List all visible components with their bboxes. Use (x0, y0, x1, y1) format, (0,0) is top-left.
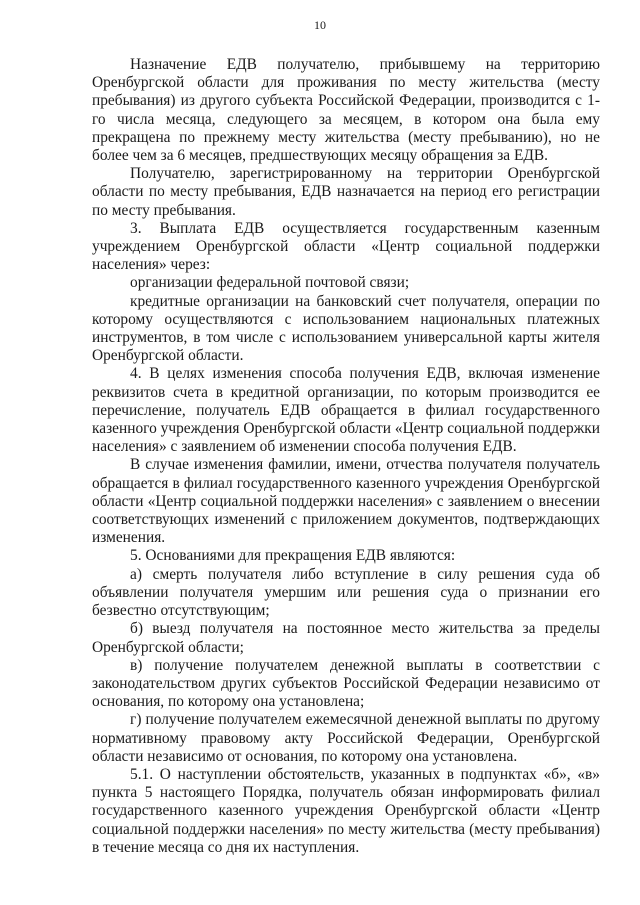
paragraph-credit-organizations: кредитные организации на банковский счет получателя, операции по которому осуществляются с использованием национальных платежных инструментов, в том числе с использованием универсальной карты жителя Оренбургской области. (92, 292, 600, 365)
paragraph-termination-b: б) выезд получателя на постоянное место жительства за пределы Оренбургской области; (92, 620, 600, 656)
paragraph-termination-d: г) получение получателем ежемесячной денежной выплаты по другому нормативному правовому акту Российской Федерации, Оренбургской области независимо от основания, по которому она установлена. (92, 711, 600, 765)
paragraph-section-5-termination: 5. Основаниями для прекращения ЕДВ являются: (130, 547, 456, 565)
paragraph-section-4-change-method: 4. В целях изменения способа получения ЕДВ, включая изменение реквизитов счета в кредитной организации, по которым производится ее перечисление, получатель ЕДВ обращается в филиал государственного казенного учреждения Оренбургской области «Центр социальной поддержки населения» с заявлением об изменении способа получения ЕДВ. (92, 365, 600, 456)
paragraph-section-3-payment: 3. Выплата ЕДВ осуществляется государственным казенным учреждением Оренбургской области «Центр социальной поддержки населения» через: (92, 219, 600, 274)
paragraph-name-change: В случае изменения фамилии, имени, отчества получателя получатель обращается в филиал государственного казенного учреждения Оренбургской области «Центр социальной поддержки населения» с заявлением о внесении соответствующих изменений с приложением документов, подтверждающих изменения. (92, 456, 600, 547)
page-number: 10 (314, 18, 326, 32)
paragraph-termination-a: а) смерть получателя либо вступление в силу решения суда об объявлении получателя умершим или решения суда о признании его безвестно отсутствующим; (92, 565, 600, 620)
paragraph-termination-c: в) получение получателем денежной выплаты в соответствии с законодательством других субъектов Российской Федерации независимо от основания, по которому она установлена; (92, 656, 600, 711)
paragraph-postal-organizations: организации федеральной почтовой связи; (130, 274, 410, 292)
paragraph-section-5-1-notification: 5.1. О наступлении обстоятельств, указанных в подпунктах «б», «в» пункта 5 настоящего Порядка, получатель обязан информировать филиал государственного казенного учреждения Оренбургской области «Центр социальной поддержки населения» по месту жительства (месту пребывания) в течение месяца со дня их наступления. (92, 765, 600, 856)
document-body (92, 56, 600, 857)
paragraph-edv-assignment-new-arrival: Назначение ЕДВ получателю, прибывшему на территорию Оренбургской области для проживания по месту жительства (месту пребывания) из другого субъекта Российской Федерации, производится с 1-го числа месяца, следующего за месяцем, в котором она была ему прекращена по прежнему месту жительства (месту пребыванию), но не более чем за 6 месяцев, предшествующих месяцу обращения за ЕДВ. (92, 56, 600, 165)
paragraph-edv-temporary-registration: Получателю, зарегистрированному на территории Оренбургской области по месту пребывания, ЕДВ назначается на период его регистрации по месту пребывания. (92, 165, 600, 219)
